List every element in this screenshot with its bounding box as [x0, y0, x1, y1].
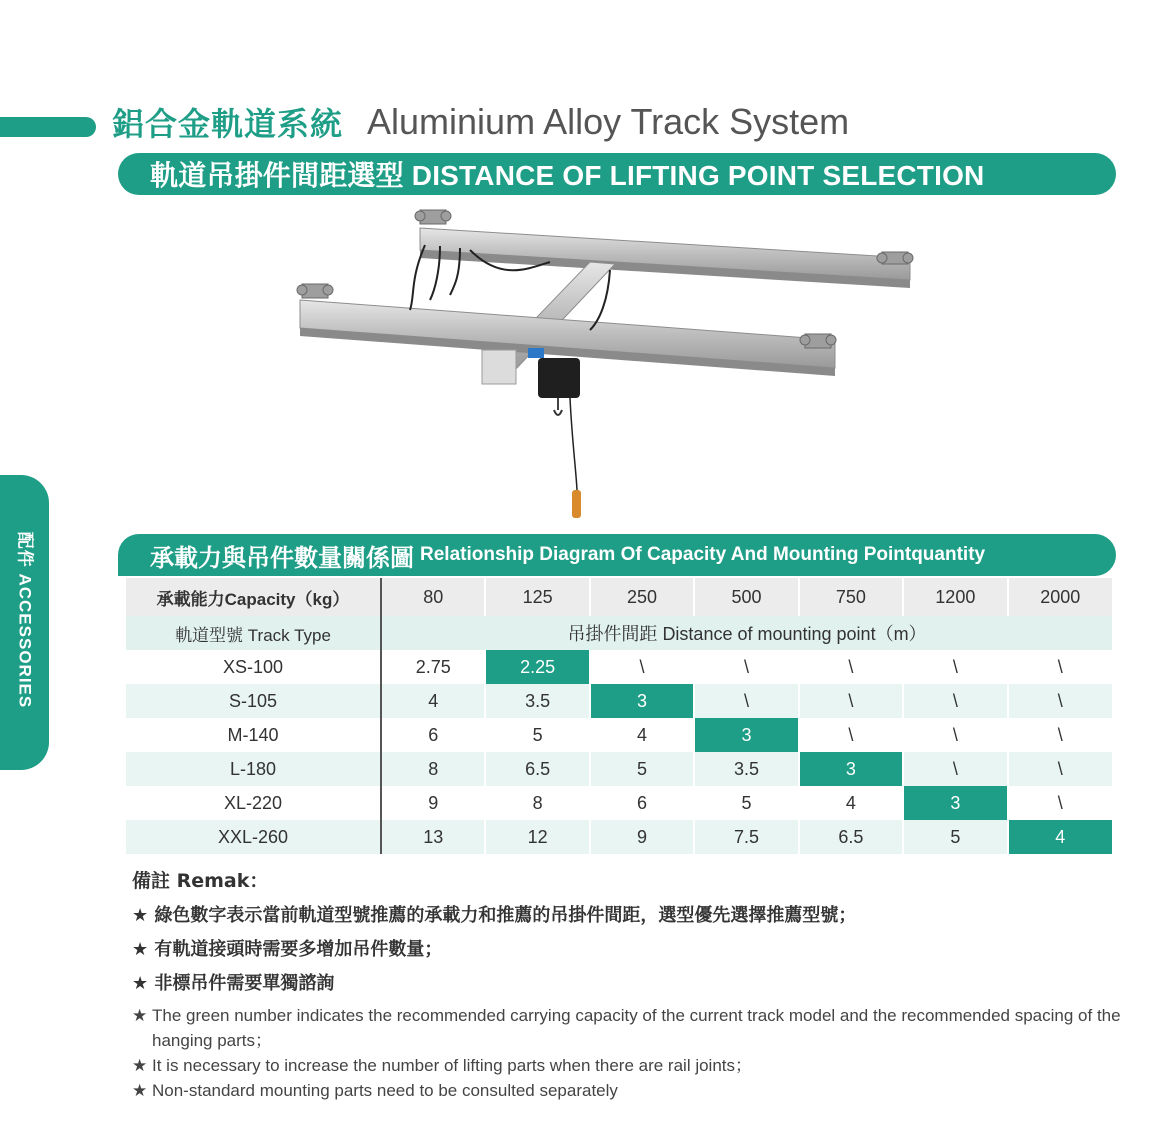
capacity-value: 750 — [799, 578, 903, 616]
distance-cell: 2.75 — [381, 650, 485, 684]
distance-cell: 5 — [903, 820, 1007, 854]
distance-cell: 7.5 — [694, 820, 798, 854]
table-row — [126, 684, 1112, 718]
page-title-en: Aluminium Alloy Track System — [367, 101, 850, 142]
distance-cell: \ — [903, 650, 1007, 684]
remark-zh-item: ★ 有軌道接頭時需要多增加吊件數量； — [132, 939, 443, 960]
section-banner-capacity-relationship — [118, 534, 1116, 576]
distance-label: 吊掛件間距 Distance of mounting point（m） — [381, 616, 1112, 650]
table-row — [126, 752, 1112, 786]
distance-cell: 6.5 — [799, 820, 903, 854]
remarks-title: 備註 Remak： — [132, 870, 269, 892]
overhead-crane-track-system-illustration — [290, 200, 930, 530]
remark-zh-item: ★ 非標吊件需要單獨諮詢 — [132, 973, 335, 994]
distance-cell: 9 — [381, 786, 485, 820]
star-icon: ★ — [132, 1006, 148, 1025]
recommended-distance-cell: 3 — [694, 718, 798, 752]
distance-cell: \ — [903, 718, 1007, 752]
remark-en-item: ★ It is necessary to increase the number of lifting parts when there are rail joints； — [132, 1053, 1132, 1078]
distance-cell: \ — [1057, 724, 1063, 745]
distance-cell: \ — [1057, 656, 1063, 677]
table-title-zh: 承載力與吊件數量關係圖 — [150, 543, 414, 572]
track-type-cell: XS-100 — [126, 650, 381, 684]
distance-cell: 3.5 — [485, 684, 589, 718]
track-type-cell: XXL-260 — [126, 820, 381, 854]
track-type-header-row — [126, 616, 1112, 650]
track-type-label: 軌道型號 Track Type — [126, 616, 381, 650]
track-type-cell: S-105 — [126, 684, 381, 718]
distance-cell: \ — [694, 650, 798, 684]
distance-cell: 6 — [590, 786, 694, 820]
table-row — [126, 786, 1112, 820]
recommended-distance-cell: 4 — [1008, 820, 1112, 854]
capacity-value: 500 — [694, 578, 798, 616]
capacity-value: 2000 — [1008, 578, 1112, 616]
distance-cell: 4 — [799, 786, 903, 820]
capacity-value: 1200 — [903, 578, 1007, 616]
distance-cell: 5 — [694, 786, 798, 820]
distance-cell: \ — [694, 684, 798, 718]
header-accent-bar — [0, 117, 96, 137]
distance-cell: \ — [1057, 792, 1063, 813]
distance-cell: \ — [903, 684, 1007, 718]
section-banner-lifting-point — [118, 153, 1116, 195]
recommended-distance-cell: 3 — [590, 684, 694, 718]
distance-cell: 3.5 — [694, 752, 798, 786]
section-banner-label: 軌道吊掛件間距選型 DISTANCE OF LIFTING POINT SELECTION — [150, 160, 985, 191]
distance-cell: 13 — [381, 820, 485, 854]
table-title-en: Relationship Diagram Of Capacity And Mounting Pointquantity — [420, 544, 986, 565]
distance-cell: 4 — [590, 718, 694, 752]
star-icon: ★ — [132, 905, 149, 926]
distance-cell: \ — [590, 650, 694, 684]
recommended-distance-cell: 3 — [903, 786, 1007, 820]
capacity-value: 250 — [590, 578, 694, 616]
track-type-cell: XL-220 — [126, 786, 381, 820]
recommended-distance-cell: 3 — [799, 752, 903, 786]
distance-cell: \ — [1008, 752, 1112, 786]
star-icon: ★ — [132, 939, 149, 960]
distance-cell: 6.5 — [485, 752, 589, 786]
distance-cell: 12 — [485, 820, 589, 854]
distance-cell: \ — [799, 718, 903, 752]
distance-cell: \ — [1008, 684, 1112, 718]
page-title-zh: 鋁合金軌道系統 — [112, 105, 344, 143]
distance-cell: \ — [799, 650, 903, 684]
remark-zh-item: ★ 綠色數字表示當前軌道型號推薦的承載力和推薦的吊掛件間距，選型優先選擇推薦型號； — [132, 905, 857, 926]
page-title — [112, 100, 849, 144]
capacity-value: 125 — [485, 578, 589, 616]
distance-cell: 4 — [381, 684, 485, 718]
capacity-value: 80 — [381, 578, 485, 616]
table-row — [126, 650, 1112, 684]
distance-cell: \ — [903, 752, 1007, 786]
distance-cell: 8 — [381, 752, 485, 786]
star-icon: ★ — [132, 1081, 148, 1100]
track-type-cell: M-140 — [126, 718, 381, 752]
remark-en-item: ★ The green number indicates the recommended carrying capacity of the current track model and the recommended spacing of the hanging parts； — [132, 1003, 1132, 1053]
distance-cell: \ — [799, 684, 903, 718]
star-icon: ★ — [132, 1056, 148, 1075]
remark-en-item: ★ Non-standard mounting parts need to be consulted separately — [132, 1078, 1132, 1103]
capacity-header-row — [126, 578, 1112, 616]
distance-cell: 5 — [485, 718, 589, 752]
distance-cell: 8 — [485, 786, 589, 820]
capacity-label: 承載能力Capacity（kg） — [126, 578, 381, 616]
table-row — [126, 718, 1112, 752]
side-tab-label: 配件 ACCESSORIES — [15, 531, 35, 709]
remarks-section — [132, 866, 1132, 1103]
distance-cell: 9 — [590, 820, 694, 854]
table-row — [126, 820, 1112, 854]
track-type-cell: L-180 — [126, 752, 381, 786]
distance-cell: 5 — [590, 752, 694, 786]
capacity-distance-table — [126, 578, 1112, 854]
distance-cell: 6 — [381, 718, 485, 752]
recommended-distance-cell: 2.25 — [485, 650, 589, 684]
star-icon: ★ — [132, 973, 149, 994]
